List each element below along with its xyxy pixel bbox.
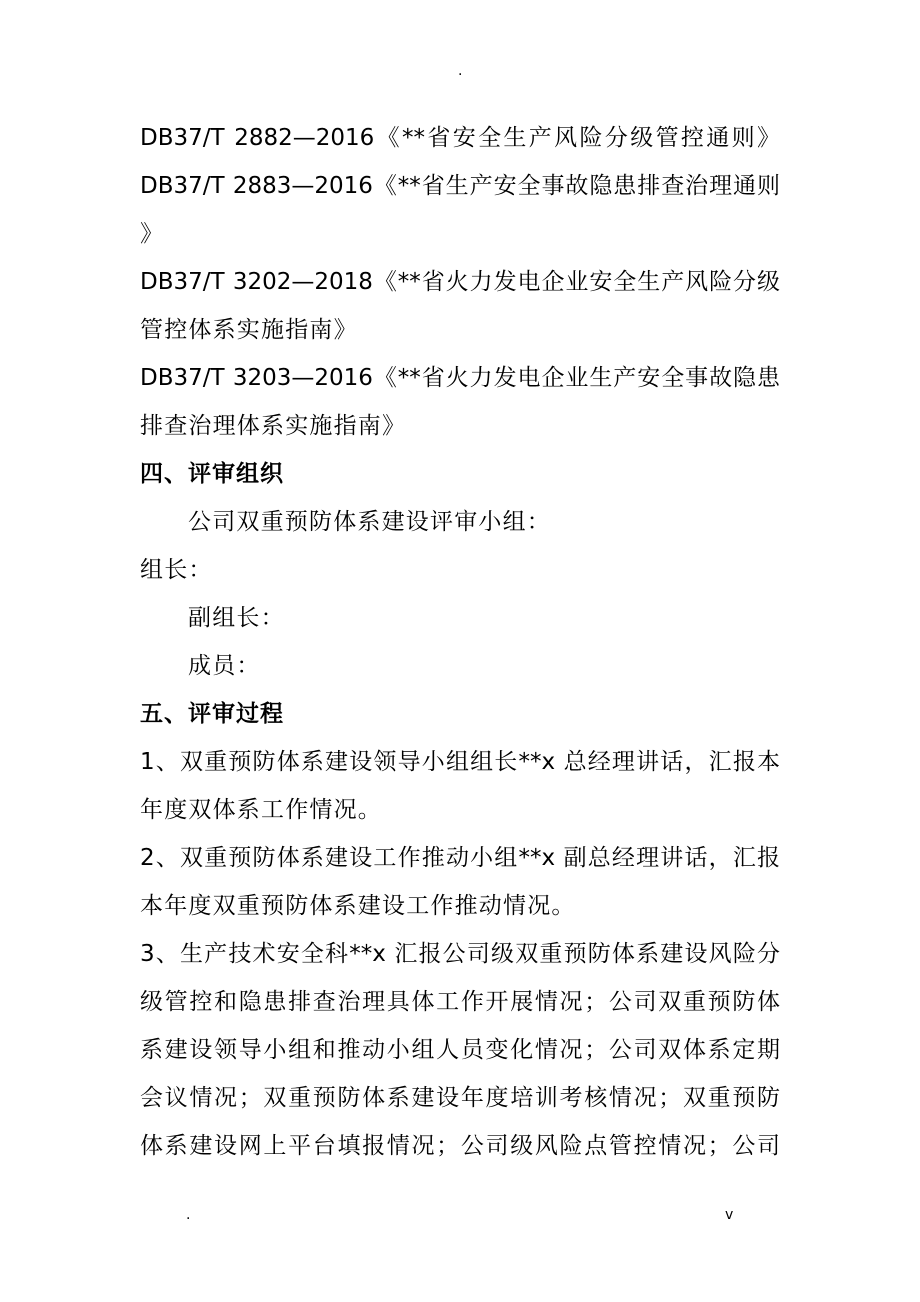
members-line: 成员： — [188, 653, 261, 679]
item-3-line-2: 级管控和隐患排查治理具体工作开展情况；公司双重预防体 — [140, 989, 780, 1015]
section-5-heading: 五、评审过程 — [140, 701, 284, 727]
item-2-line-2: 本年度双重预防体系建设工作推动情况。 — [140, 893, 576, 919]
item-1-line-1: 1、双重预防体系建设领导小组组长**x 总经理讲话，汇报本 — [140, 749, 780, 775]
item-3-line-4: 会议情况；双重预防体系建设年度培训考核情况；双重预防 — [140, 1085, 780, 1111]
group-leader-line: 组长： — [140, 557, 213, 583]
standard-1-line-1: DB37/T 2882—2016《**省安全生产风险分级管控通则》 — [140, 125, 780, 151]
footer-mark-right: v — [725, 1207, 734, 1223]
document-body — [140, 114, 780, 1170]
section-4-heading: 四、评审组织 — [140, 461, 284, 487]
standard-3-line-1: DB37/T 3202—2018《**省火力发电企业安全生产风险分级 — [140, 269, 780, 295]
standard-2-line-1: DB37/T 2883—2016《**省生产安全事故隐患排查治理通则 — [140, 173, 780, 199]
item-1-line-2: 年度双体系工作情况。 — [140, 797, 382, 823]
item-3-line-5: 体系建设网上平台填报情况；公司级风险点管控情况；公司 — [140, 1133, 780, 1159]
review-group-line: 公司双重预防体系建设评审小组： — [188, 509, 551, 535]
standard-3-line-2: 管控体系实施指南》 — [140, 317, 358, 343]
standard-2-line-2: 》 — [140, 221, 165, 247]
standard-4-line-1: DB37/T 3203—2016《**省火力发电企业生产安全事故隐患 — [140, 365, 780, 391]
item-2-line-1: 2、双重预防体系建设工作推动小组**x 副总经理讲话，汇报 — [140, 845, 780, 871]
footer-mark-left: . — [186, 1207, 191, 1223]
item-3-line-3: 系建设领导小组和推动小组人员变化情况；公司双体系定期 — [140, 1037, 780, 1063]
header-mark: . — [458, 63, 463, 79]
deputy-leader-line: 副组长： — [188, 605, 285, 631]
standard-4-line-2: 排查治理体系实施指南》 — [140, 413, 407, 439]
item-3-line-1: 3、生产技术安全科**x 汇报公司级双重预防体系建设风险分 — [140, 941, 780, 967]
